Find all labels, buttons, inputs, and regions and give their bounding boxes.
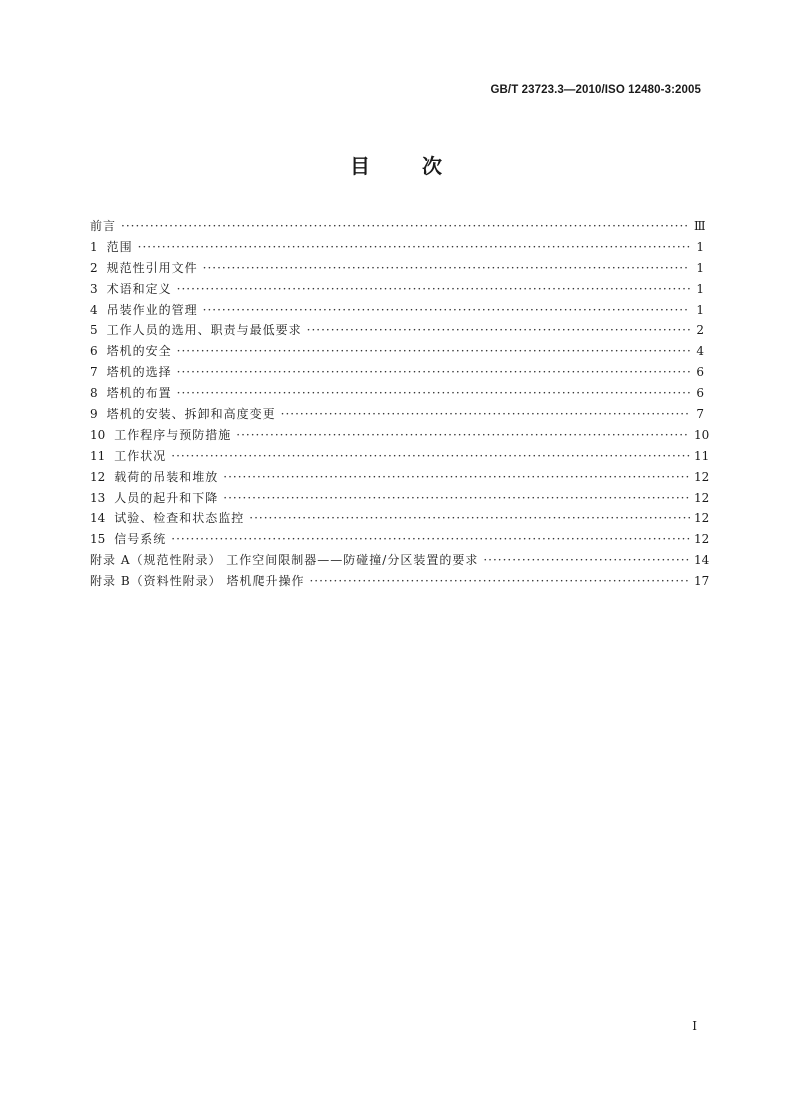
toc-entry-label: 塔机的安全 [106,344,172,359]
toc-dot-leader [203,258,690,279]
toc-entry-label: 术语和定义 [106,281,172,296]
toc-entry-page: 1 [696,302,704,317]
toc-entry[interactable] [90,571,710,592]
toc-entry-page: Ⅲ [694,219,706,233]
toc-entry-page: 1 [696,281,704,296]
toc-entry-number: 10 [90,427,106,442]
toc-entry-number: 2 [90,260,98,275]
toc-entry-page: 7 [696,407,704,422]
toc-dot-leader [177,279,690,300]
toc-entry[interactable] [90,550,710,571]
toc-entry[interactable] [90,425,710,446]
toc-entry[interactable] [90,320,704,341]
toc-entry-label: 塔机的布置 [106,386,172,401]
toc-entry[interactable] [90,446,710,467]
toc-entry-page: 14 [694,553,710,568]
toc-entry[interactable] [90,383,704,404]
toc-entry[interactable] [90,279,704,300]
toc-entry-page: 10 [694,427,710,442]
toc-dot-leader [177,383,690,404]
toc-entry[interactable] [90,300,704,321]
standard-code-header: GB/T 23723.3—2010/ISO 12480-3:2005 [490,84,701,96]
toc-entry-page: 6 [696,365,704,380]
toc-entry[interactable] [90,258,704,279]
toc-entry-page: 1 [696,260,704,275]
toc-entry-label: 塔机的安装、拆卸和高度变更 [106,407,276,422]
toc-entry[interactable] [90,488,710,509]
toc-entry-number: 13 [90,490,106,505]
toc-dot-leader [483,550,690,571]
toc-dot-leader [236,425,690,446]
toc-entry-page: 12 [693,532,710,547]
toc-entry[interactable] [90,529,710,550]
toc-dot-leader [138,237,690,258]
toc-dot-leader [203,300,690,321]
toc-dot-leader [249,508,690,529]
toc-entry-number: 3 [90,281,98,296]
toc-entry-page: 12 [694,511,710,526]
toc-entry-number: 9 [90,407,98,422]
toc-dot-leader [171,529,690,550]
table-of-contents [90,216,710,592]
page-title-left: 目 [350,154,370,178]
toc-entry-page: 2 [696,323,704,338]
toc-entry-label: 工作人员的选用、职责与最低要求 [106,323,302,338]
toc-entry-number: 5 [90,323,98,338]
page-title [0,150,792,179]
toc-entry-label: 试验、检查和状态监控 [114,511,245,526]
toc-entry-number: 15 [90,532,106,547]
toc-entry-label: 信号系统 [114,532,167,547]
toc-entry[interactable] [90,467,710,488]
toc-entry-number: 12 [90,469,106,484]
toc-dot-leader [309,571,690,592]
page-number: I [692,1019,697,1033]
toc-entry-page: 12 [694,469,710,484]
toc-entry-label: 附录 A（规范性附录） 工作空间限制器——防碰撞/分区装置的要求 [90,553,479,568]
toc-entry-page: 11 [693,448,710,463]
toc-entry-label: 工作程序与预防措施 [114,427,232,442]
toc-entry-number: 14 [90,511,106,526]
toc-entry[interactable] [90,362,704,383]
toc-entry-label: 塔机的选择 [106,365,172,380]
toc-entry-number: 6 [90,344,98,359]
toc-entry-label: 工作状况 [114,448,167,463]
toc-entry-number: 11 [90,448,106,463]
toc-dot-leader [121,216,690,237]
toc-dot-leader [223,467,690,488]
toc-entry-page: 6 [696,386,704,401]
toc-entry-page: 4 [696,344,704,359]
toc-dot-leader [307,320,690,341]
toc-entry-number: 4 [90,302,98,317]
toc-entry-label: 范围 [106,239,133,254]
toc-entry[interactable] [90,216,704,237]
toc-entry-page: 17 [694,574,710,589]
toc-entry[interactable] [90,237,704,258]
toc-entry-number: 7 [90,365,98,380]
toc-dot-leader [177,341,690,362]
toc-entry[interactable] [90,404,704,425]
toc-dot-leader [223,488,690,509]
toc-dot-leader [281,404,690,425]
toc-entry-label: 人员的起升和下降 [114,490,219,505]
toc-entry-label: 载荷的吊装和堆放 [114,469,219,484]
toc-entry-number: 1 [90,239,98,254]
toc-entry-label: 附录 B（资料性附录） 塔机爬升操作 [90,574,305,589]
toc-dot-leader [171,446,690,467]
toc-entry-page: 12 [694,490,710,505]
toc-entry-number: 8 [90,386,98,401]
toc-entry-label: 规范性引用文件 [106,260,198,275]
toc-entry-label: 吊装作业的管理 [106,302,198,317]
toc-entry-label: 前言 [90,219,117,233]
page-title-right: 次 [422,154,442,178]
toc-entry[interactable] [90,508,710,529]
toc-entry-page: 1 [696,239,704,254]
toc-dot-leader [177,362,690,383]
toc-entry[interactable] [90,341,704,362]
